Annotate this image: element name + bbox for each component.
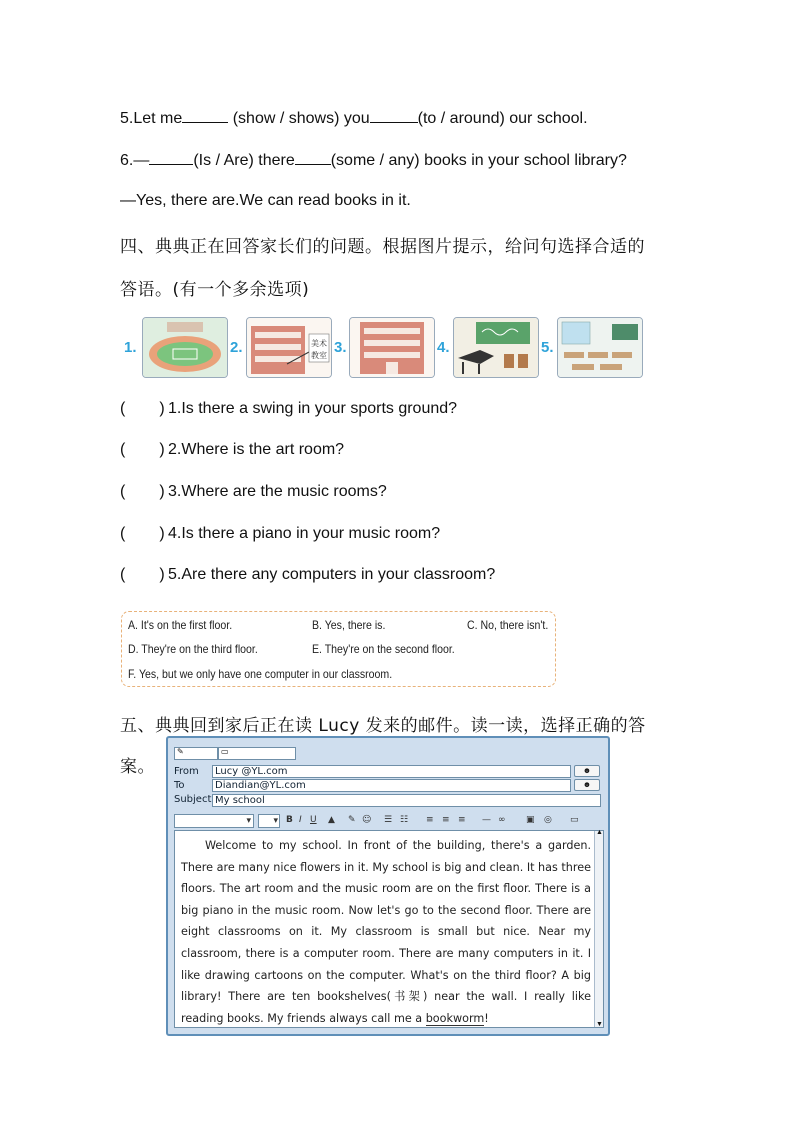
address-book-icon[interactable]: ☻ <box>574 765 600 777</box>
section-5-title-line2: 案。 <box>120 757 155 777</box>
answer-blank[interactable] <box>182 108 228 123</box>
question-5-item <box>120 566 495 584</box>
question-6-answer: —Yes, there are.We can read books in it. <box>120 192 411 209</box>
chevron-down-icon: ▾ <box>273 816 278 826</box>
sports-ground-picture <box>142 317 228 378</box>
music-room-picture <box>453 317 539 378</box>
email-body[interactable] <box>174 830 604 1028</box>
answer-parentheses[interactable]: ( ) <box>120 483 165 500</box>
picture-number: 2. <box>230 339 243 356</box>
q6-suffix: (some / any) books in your school library? <box>330 152 627 169</box>
emoji-icon[interactable]: ☺ <box>362 815 372 825</box>
option-f: F. Yes, but we only have one computer in our classroom. <box>128 667 393 681</box>
edit-icon: ✎ <box>177 747 184 756</box>
question-1 <box>120 400 457 418</box>
image-icon[interactable]: ▣ <box>526 815 535 825</box>
option-e: E. They're on the second floor. <box>312 642 455 656</box>
picture-strip <box>124 317 644 377</box>
globe-icon[interactable]: ◎ <box>544 815 552 825</box>
to-field[interactable]: Diandian@YL.com <box>212 779 571 792</box>
horizontal-rule-icon[interactable]: — <box>482 815 491 825</box>
question-6 <box>120 150 627 170</box>
option-b: B. Yes, there is. <box>312 618 386 632</box>
scroll-down-icon[interactable]: ▼ <box>596 1021 603 1028</box>
q5-suffix: (to / around) our school. <box>417 110 588 127</box>
question-text: 1.Is there a swing in your sports ground? <box>168 400 458 417</box>
answer-parentheses[interactable]: ( ) <box>120 566 165 583</box>
question-5 <box>120 108 588 128</box>
scrollbar[interactable] <box>594 831 603 1027</box>
picture-number: 5. <box>541 339 554 356</box>
address-book-icon[interactable]: ☻ <box>574 779 600 791</box>
email-tab[interactable] <box>174 747 218 760</box>
numbered-list-icon[interactable]: ☷ <box>400 815 409 825</box>
option-d: D. They're on the third floor. <box>128 642 258 656</box>
option-a: A. It's on the first floor. <box>128 618 233 632</box>
email-body-end: ! <box>484 1011 489 1025</box>
option-c: C. No, there isn't. <box>467 618 549 632</box>
question-4 <box>120 525 440 543</box>
subject-label: Subject <box>174 794 212 805</box>
from-label: From <box>174 766 199 777</box>
section-4-title-line2: 答语。(有一个多余选项) <box>120 280 310 300</box>
email-window <box>166 736 610 1036</box>
subject-field[interactable]: My school <box>212 794 601 807</box>
scroll-up-icon[interactable]: ▲ <box>596 829 603 836</box>
email-body-content: Welcome to my school. In front of the building, there's a garden. There are many nice flowers in it. My school is big and clean. It has three floors. The art room and the music room are on the first floor. There is a big piano in the music room. Now let's go to the second floor. There are eight classrooms on it. My classroom is small but nice. Near my classroom, there is a computer room. There are many computers in it. I like drawing cartoons on the computer. What's on the third floor? A big library! There are ten bookshelves(书架) near the wall. I really like reading books. My friends always call me a <box>181 839 591 1025</box>
font-color-icon[interactable]: ▲ <box>328 815 335 825</box>
answer-blank[interactable] <box>370 108 418 123</box>
chevron-down-icon: ▾ <box>246 816 251 826</box>
attach-icon: ▭ <box>221 747 229 756</box>
q6-prefix: 6.— <box>120 152 150 169</box>
folder-icon[interactable]: ▭ <box>570 815 579 825</box>
picture-number: 3. <box>334 339 347 356</box>
bookworm-word: bookworm <box>425 1011 485 1025</box>
from-field[interactable]: Lucy @YL.com <box>212 765 571 778</box>
answer-blank[interactable] <box>149 150 193 165</box>
q5-mid: (show / shows) you <box>228 110 370 127</box>
question-text: 2.Where is the art room? <box>168 441 345 458</box>
answer-parentheses[interactable]: ( ) <box>120 525 165 542</box>
answer-options-box <box>121 611 556 687</box>
to-label: To <box>174 780 185 791</box>
section-5-title-line1: 五、典典回到家后正在读 Lucy 发来的邮件。读一读，选择正确的答 <box>120 716 646 736</box>
classroom-picture <box>557 317 643 378</box>
answer-parentheses[interactable]: ( ) <box>120 441 165 458</box>
email-body-text <box>181 835 591 1029</box>
q5-prefix: 5.Let me <box>120 110 183 127</box>
align-left-icon[interactable]: ≡ <box>426 815 434 825</box>
italic-icon[interactable]: I <box>299 815 302 825</box>
underline-icon[interactable]: U <box>310 815 317 825</box>
art-room-building-picture <box>246 317 332 378</box>
question-text: 3.Where are the music rooms? <box>168 483 387 500</box>
question-3 <box>120 483 387 501</box>
question-text: 5.Are there any computers in your classroom? <box>168 566 496 583</box>
size-select[interactable] <box>258 814 280 828</box>
bullet-list-icon[interactable]: ☰ <box>384 815 393 825</box>
picture-number: 1. <box>124 339 137 356</box>
question-2 <box>120 441 344 459</box>
align-center-icon[interactable]: ≡ <box>442 815 450 825</box>
answer-parentheses[interactable]: ( ) <box>120 400 165 417</box>
bold-icon[interactable]: B <box>286 815 293 825</box>
answer-blank[interactable] <box>295 150 331 165</box>
svg-text:教室: 教室 <box>311 351 327 360</box>
highlight-icon[interactable]: ✎ <box>348 815 356 825</box>
question-text: 4.Is there a piano in your music room? <box>168 525 441 542</box>
picture-number: 4. <box>437 339 450 356</box>
font-select[interactable] <box>174 814 254 828</box>
section-4-title-line1: 四、典典正在回答家长们的问题。根据图片提示，给问句选择合适的 <box>120 237 645 257</box>
link-icon[interactable]: ∞ <box>498 815 506 825</box>
svg-text:美术: 美术 <box>311 339 327 348</box>
building-picture <box>349 317 435 378</box>
formatting-toolbar <box>172 814 602 828</box>
q6-mid: (Is / Are) there <box>193 152 295 169</box>
email-tab[interactable] <box>218 747 296 760</box>
align-right-icon[interactable]: ≡ <box>458 815 466 825</box>
